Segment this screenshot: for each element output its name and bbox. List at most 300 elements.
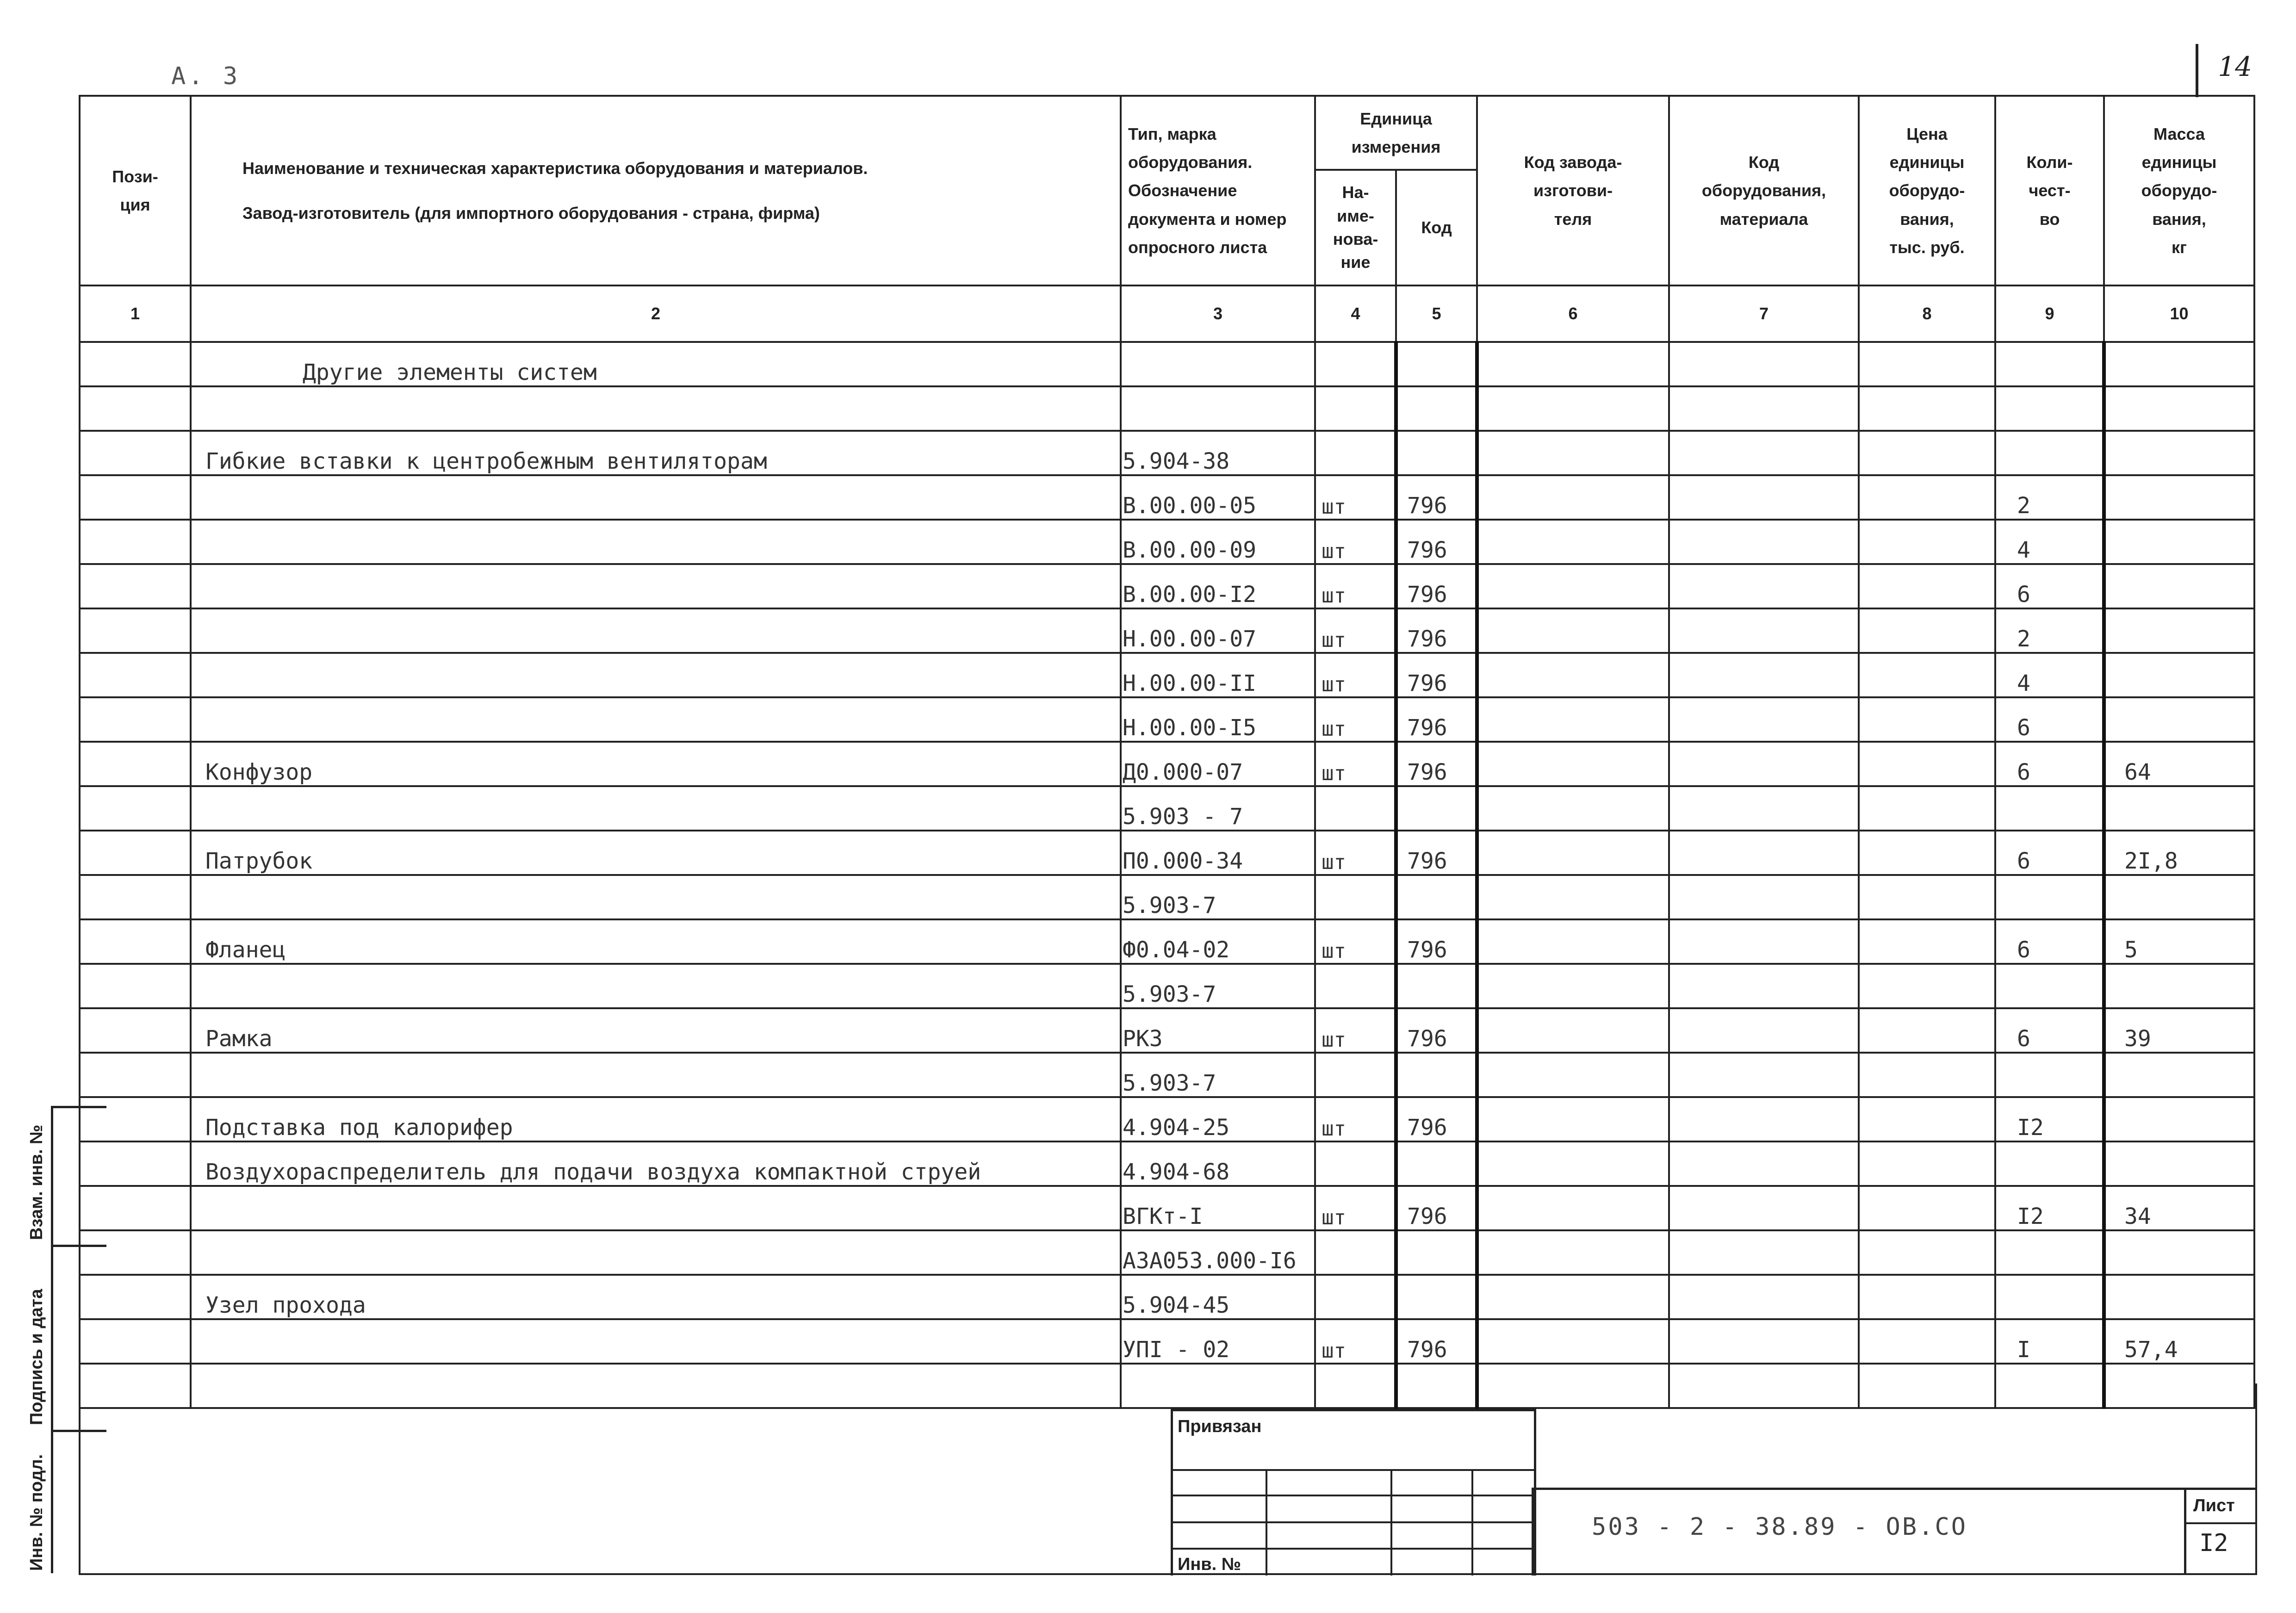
row-type-mark: УПI - 02 <box>1121 1319 1315 1364</box>
sheet-box <box>2184 1488 2256 1573</box>
approval-title: Привязан <box>1178 1417 1262 1436</box>
table-row <box>80 786 2254 831</box>
side-label-replace-inv: Взам. инв. № <box>27 1124 46 1240</box>
row-unit-name: шт <box>1315 831 1396 875</box>
row-unit-code <box>1396 1230 1477 1275</box>
row-type-mark: Н.00.00-II <box>1121 653 1315 697</box>
row-quantity: 6 <box>1995 1008 2104 1053</box>
row-name: Воздухораспределитель для подачи воздуха компактной струей <box>191 1142 1121 1186</box>
document-code: 503 - 2 - 38.89 - ОВ.СО <box>1592 1513 1968 1541</box>
row-equipment-code <box>1669 653 1859 697</box>
row-quantity <box>1995 1053 2104 1097</box>
row-unit-name: шт <box>1315 1008 1396 1053</box>
row-unit-name: шт <box>1315 564 1396 608</box>
row-manufacturer-code <box>1477 1053 1669 1097</box>
approval-line <box>1173 1521 1534 1523</box>
row-manufacturer-code <box>1477 831 1669 875</box>
row-position <box>80 1230 191 1275</box>
row-position <box>80 875 191 919</box>
table-row <box>80 1186 2254 1230</box>
row-position <box>80 964 191 1008</box>
header-unit-name: На- име- нова- ние <box>1315 170 1396 285</box>
row-position <box>80 1053 191 1097</box>
row-type-mark: Н.00.00-I5 <box>1121 697 1315 742</box>
row-unit-code <box>1396 1053 1477 1097</box>
row-manufacturer-code <box>1477 475 1669 520</box>
row-unit-price <box>1859 608 1995 653</box>
column-number: 9 <box>1995 285 2104 342</box>
row-unit-name: шт <box>1315 1186 1396 1230</box>
row-unit-code <box>1396 342 1477 386</box>
row-unit-code <box>1396 875 1477 919</box>
row-unit-price <box>1859 1097 1995 1142</box>
row-mass: 39 <box>2104 1008 2254 1053</box>
row-mass <box>2104 786 2254 831</box>
sheet-label: Лист <box>2193 1496 2235 1515</box>
table-row <box>80 831 2254 875</box>
row-type-mark: ВГКт-I <box>1121 1186 1315 1230</box>
row-mass <box>2104 1275 2254 1319</box>
row-quantity <box>1995 342 2104 386</box>
row-position <box>80 1275 191 1319</box>
row-name <box>191 875 1121 919</box>
table-row <box>80 475 2254 520</box>
row-unit-code: 796 <box>1396 831 1477 875</box>
row-quantity <box>1995 1275 2104 1319</box>
row-unit-name: шт <box>1315 608 1396 653</box>
header-description-line1: Наименование и техническая характеристика оборудования и материалов. <box>242 158 868 178</box>
row-mass <box>2104 564 2254 608</box>
row-mass <box>2104 697 2254 742</box>
row-quantity: 2 <box>1995 475 2104 520</box>
table-row <box>80 1008 2254 1053</box>
row-equipment-code <box>1669 475 1859 520</box>
row-unit-name: шт <box>1315 742 1396 786</box>
row-position <box>80 697 191 742</box>
row-manufacturer-code <box>1477 520 1669 564</box>
row-name <box>191 653 1121 697</box>
row-equipment-code <box>1669 875 1859 919</box>
table-row <box>80 697 2254 742</box>
row-manufacturer-code <box>1477 653 1669 697</box>
row-type-mark: 5.904-38 <box>1121 431 1315 475</box>
row-equipment-code <box>1669 697 1859 742</box>
row-mass <box>2104 608 2254 653</box>
row-quantity: 4 <box>1995 653 2104 697</box>
row-mass <box>2104 475 2254 520</box>
row-mass <box>2104 342 2254 386</box>
table-row <box>80 520 2254 564</box>
table-row <box>80 1319 2254 1364</box>
row-quantity: I <box>1995 1319 2104 1364</box>
row-position <box>80 608 191 653</box>
row-type-mark: П0.000-34 <box>1121 831 1315 875</box>
row-unit-code <box>1396 386 1477 431</box>
row-unit-price <box>1859 875 1995 919</box>
approval-line <box>1173 1548 1534 1550</box>
row-quantity: 6 <box>1995 742 2104 786</box>
row-unit-price <box>1859 431 1995 475</box>
row-quantity: 2 <box>1995 608 2104 653</box>
row-quantity: 6 <box>1995 564 2104 608</box>
row-unit-name: шт <box>1315 697 1396 742</box>
row-type-mark <box>1121 342 1315 386</box>
row-mass <box>2104 386 2254 431</box>
approval-line <box>1173 1495 1534 1496</box>
table-row <box>80 608 2254 653</box>
row-quantity: 6 <box>1995 831 2104 875</box>
row-unit-name: шт <box>1315 1097 1396 1142</box>
row-equipment-code <box>1669 1008 1859 1053</box>
row-unit-code: 796 <box>1396 919 1477 964</box>
header-position: Пози- ция <box>80 96 191 285</box>
column-number: 5 <box>1396 285 1477 342</box>
row-unit-price <box>1859 1008 1995 1053</box>
row-name <box>191 1186 1121 1230</box>
corner-mark: А. 3 <box>171 62 241 90</box>
row-unit-price <box>1859 1230 1995 1275</box>
row-type-mark: Ф0.04-02 <box>1121 919 1315 964</box>
row-unit-price <box>1859 475 1995 520</box>
row-unit-code: 796 <box>1396 608 1477 653</box>
row-equipment-code <box>1669 1186 1859 1230</box>
row-name: Гибкие вставки к центробежным вентиляторам <box>191 431 1121 475</box>
row-equipment-code <box>1669 386 1859 431</box>
row-manufacturer-code <box>1477 1097 1669 1142</box>
approval-inv-label: Инв. № <box>1178 1555 1241 1574</box>
row-mass <box>2104 653 2254 697</box>
row-unit-code: 796 <box>1396 653 1477 697</box>
row-mass <box>2104 964 2254 1008</box>
row-quantity: 4 <box>1995 520 2104 564</box>
row-name <box>191 520 1121 564</box>
row-name: Другие элементы систем <box>191 342 1121 386</box>
table-row <box>80 653 2254 697</box>
table-row <box>80 386 2254 431</box>
row-equipment-code <box>1669 1053 1859 1097</box>
row-position <box>80 342 191 386</box>
row-unit-code: 796 <box>1396 1008 1477 1053</box>
row-unit-price <box>1859 1319 1995 1364</box>
sheet-value: I2 <box>2199 1529 2228 1557</box>
row-quantity <box>1995 964 2104 1008</box>
column-number: 3 <box>1121 285 1315 342</box>
header-manufacturer-code: Код завода- изготови- теля <box>1477 96 1669 285</box>
row-type-mark: 5.903 - 7 <box>1121 786 1315 831</box>
row-type-mark: В.00.00-I2 <box>1121 564 1315 608</box>
row-unit-code <box>1396 431 1477 475</box>
row-quantity <box>1995 786 2104 831</box>
table-row <box>80 564 2254 608</box>
header-unit-mass: Масса единицы оборудо- вания, кг <box>2104 96 2254 285</box>
row-equipment-code <box>1669 608 1859 653</box>
side-stamp-divider <box>51 1106 106 1108</box>
row-name <box>191 697 1121 742</box>
row-unit-name: шт <box>1315 653 1396 697</box>
row-type-mark: 5.903-7 <box>1121 964 1315 1008</box>
row-manufacturer-code <box>1477 1275 1669 1319</box>
header-unit-group: Единица измерения <box>1315 96 1477 170</box>
row-manufacturer-code <box>1477 697 1669 742</box>
row-type-mark: 5.904-45 <box>1121 1275 1315 1319</box>
row-name <box>191 608 1121 653</box>
table-row <box>80 1097 2254 1142</box>
row-mass <box>2104 1053 2254 1097</box>
row-unit-price <box>1859 964 1995 1008</box>
row-name: Фланец <box>191 919 1121 964</box>
table-row <box>80 742 2254 786</box>
row-name: Подставка под калорифер <box>191 1097 1121 1142</box>
row-equipment-code <box>1669 1097 1859 1142</box>
row-mass: 64 <box>2104 742 2254 786</box>
row-equipment-code <box>1669 786 1859 831</box>
row-name <box>191 786 1121 831</box>
table-row <box>80 431 2254 475</box>
row-mass: 57,4 <box>2104 1319 2254 1364</box>
row-position <box>80 1008 191 1053</box>
row-equipment-code <box>1669 919 1859 964</box>
side-stamp-divider <box>51 1245 106 1247</box>
row-equipment-code <box>1669 564 1859 608</box>
header-type-mark: Тип, марка оборудования. Обозначение документа и номер опросного листа <box>1121 96 1315 285</box>
row-unit-code: 796 <box>1396 1319 1477 1364</box>
row-position <box>80 653 191 697</box>
row-manufacturer-code <box>1477 342 1669 386</box>
row-position <box>80 919 191 964</box>
row-unit-name <box>1315 875 1396 919</box>
row-type-mark: В.00.00-09 <box>1121 520 1315 564</box>
side-label-signature-date: Подпись и дата <box>27 1289 46 1425</box>
table-row <box>80 1230 2254 1275</box>
row-position <box>80 431 191 475</box>
row-equipment-code <box>1669 520 1859 564</box>
row-equipment-code <box>1669 1275 1859 1319</box>
row-type-mark: В.00.00-05 <box>1121 475 1315 520</box>
row-unit-name: шт <box>1315 520 1396 564</box>
row-unit-code: 796 <box>1396 697 1477 742</box>
row-position <box>80 786 191 831</box>
row-unit-price <box>1859 697 1995 742</box>
row-mass <box>2104 1142 2254 1186</box>
row-manufacturer-code <box>1477 1319 1669 1364</box>
row-name: Узел прохода <box>191 1275 1121 1319</box>
row-type-mark: 5.903-7 <box>1121 1053 1315 1097</box>
table-row <box>80 342 2254 386</box>
row-position <box>80 475 191 520</box>
row-quantity: I2 <box>1995 1097 2104 1142</box>
row-unit-price <box>1859 564 1995 608</box>
row-mass: 5 <box>2104 919 2254 964</box>
row-unit-price <box>1859 1275 1995 1319</box>
row-type-mark: Д0.000-07 <box>1121 742 1315 786</box>
row-unit-name: шт <box>1315 475 1396 520</box>
header-description-line2: Завод-изготовитель (для импортного оборудования - страна, фирма) <box>242 204 820 223</box>
row-name <box>191 964 1121 1008</box>
row-name <box>191 386 1121 431</box>
approval-vline <box>1390 1469 1392 1576</box>
header-unit-code: Код <box>1396 170 1477 285</box>
row-unit-price <box>1859 919 1995 964</box>
row-unit-code: 796 <box>1396 1097 1477 1142</box>
row-unit-name <box>1315 1230 1396 1275</box>
row-manufacturer-code <box>1477 964 1669 1008</box>
row-unit-price <box>1859 1053 1995 1097</box>
row-unit-price <box>1859 653 1995 697</box>
row-type-mark: 5.903-7 <box>1121 875 1315 919</box>
row-manufacturer-code <box>1477 608 1669 653</box>
header-unit-price: Цена единицы оборудо- вания, тыс. руб. <box>1859 96 1995 285</box>
row-mass: 34 <box>2104 1186 2254 1230</box>
table-row <box>80 1142 2254 1186</box>
row-unit-code <box>1396 786 1477 831</box>
row-equipment-code <box>1669 742 1859 786</box>
table-row <box>80 875 2254 919</box>
row-unit-code: 796 <box>1396 1186 1477 1230</box>
row-position <box>80 1097 191 1142</box>
row-type-mark: 4.904-68 <box>1121 1142 1315 1186</box>
row-manufacturer-code <box>1477 1008 1669 1053</box>
row-quantity <box>1995 386 2104 431</box>
row-mass <box>2104 1230 2254 1275</box>
row-position <box>80 564 191 608</box>
row-unit-name <box>1315 786 1396 831</box>
row-quantity: 6 <box>1995 919 2104 964</box>
row-unit-price <box>1859 1186 1995 1230</box>
row-position <box>80 1319 191 1364</box>
row-position <box>80 1186 191 1230</box>
row-manufacturer-code <box>1477 431 1669 475</box>
row-unit-price <box>1859 386 1995 431</box>
column-number: 7 <box>1669 285 1859 342</box>
row-name: Конфузор <box>191 742 1121 786</box>
row-unit-price <box>1859 831 1995 875</box>
row-unit-name <box>1315 1142 1396 1186</box>
approval-stamp <box>1171 1409 1536 1576</box>
row-type-mark: РКЗ <box>1121 1008 1315 1053</box>
row-unit-price <box>1859 342 1995 386</box>
row-equipment-code <box>1669 342 1859 386</box>
column-number: 2 <box>191 285 1121 342</box>
approval-vline <box>1471 1469 1473 1576</box>
approval-vline <box>1266 1469 1267 1576</box>
row-equipment-code <box>1669 431 1859 475</box>
row-type-mark: Н.00.00-07 <box>1121 608 1315 653</box>
row-unit-name: шт <box>1315 1319 1396 1364</box>
row-mass <box>2104 431 2254 475</box>
row-mass <box>2104 520 2254 564</box>
table-row <box>80 964 2254 1008</box>
row-name <box>191 475 1121 520</box>
handwritten-sheet-number: 14 <box>2218 51 2252 82</box>
row-name <box>191 1319 1121 1364</box>
header-description <box>191 96 1121 285</box>
row-manufacturer-code <box>1477 1142 1669 1186</box>
row-unit-code <box>1396 964 1477 1008</box>
row-position <box>80 1142 191 1186</box>
row-unit-name <box>1315 386 1396 431</box>
row-manufacturer-code <box>1477 742 1669 786</box>
column-number: 10 <box>2104 285 2254 342</box>
row-unit-price <box>1859 1142 1995 1186</box>
table-row <box>80 1053 2254 1097</box>
row-manufacturer-code <box>1477 1230 1669 1275</box>
row-type-mark <box>1121 386 1315 431</box>
row-unit-code <box>1396 1275 1477 1319</box>
row-equipment-code <box>1669 1142 1859 1186</box>
approval-line <box>1173 1469 1534 1471</box>
row-unit-price <box>1859 520 1995 564</box>
row-equipment-code <box>1669 831 1859 875</box>
row-equipment-code <box>1669 1319 1859 1364</box>
row-position <box>80 831 191 875</box>
row-type-mark: АЗА053.000-I6 <box>1121 1230 1315 1275</box>
row-mass: 2I,8 <box>2104 831 2254 875</box>
row-unit-name <box>1315 1275 1396 1319</box>
row-unit-code: 796 <box>1396 742 1477 786</box>
row-name <box>191 1230 1121 1275</box>
row-quantity: 6 <box>1995 697 2104 742</box>
table-row <box>80 1275 2254 1319</box>
row-unit-name <box>1315 342 1396 386</box>
row-type-mark: 4.904-25 <box>1121 1097 1315 1142</box>
row-quantity <box>1995 1230 2104 1275</box>
sheet-separator <box>2186 1522 2256 1524</box>
row-unit-price <box>1859 742 1995 786</box>
specification-body <box>80 342 2254 1408</box>
row-unit-name <box>1315 431 1396 475</box>
row-unit-price <box>1859 786 1995 831</box>
row-manufacturer-code <box>1477 386 1669 431</box>
row-name <box>191 564 1121 608</box>
row-name <box>191 1053 1121 1097</box>
row-quantity <box>1995 431 2104 475</box>
side-stamp-line <box>51 1106 53 1573</box>
row-manufacturer-code <box>1477 875 1669 919</box>
column-number: 1 <box>80 285 191 342</box>
header-row-1 <box>80 96 2254 170</box>
column-number-row <box>80 285 2254 342</box>
row-position <box>80 742 191 786</box>
column-number: 8 <box>1859 285 1995 342</box>
row-unit-name <box>1315 964 1396 1008</box>
row-quantity: I2 <box>1995 1186 2104 1230</box>
row-mass <box>2104 1097 2254 1142</box>
header-equipment-code: Код оборудования, материала <box>1669 96 1859 285</box>
row-manufacturer-code <box>1477 564 1669 608</box>
row-unit-code <box>1396 1142 1477 1186</box>
row-name: Рамка <box>191 1008 1121 1053</box>
row-position <box>80 520 191 564</box>
column-number: 4 <box>1315 285 1396 342</box>
table-row <box>80 919 2254 964</box>
row-manufacturer-code <box>1477 786 1669 831</box>
side-label-original-inv: Инв. № подл. <box>27 1454 46 1571</box>
column-number: 6 <box>1477 285 1669 342</box>
specification-table <box>79 95 2255 1409</box>
row-mass <box>2104 875 2254 919</box>
row-quantity <box>1995 1142 2104 1186</box>
row-equipment-code <box>1669 1230 1859 1275</box>
row-unit-code: 796 <box>1396 520 1477 564</box>
row-quantity <box>1995 875 2104 919</box>
row-equipment-code <box>1669 964 1859 1008</box>
row-manufacturer-code <box>1477 1186 1669 1230</box>
row-unit-name: шт <box>1315 919 1396 964</box>
header-quantity: Коли- чест- во <box>1995 96 2104 285</box>
row-manufacturer-code <box>1477 919 1669 964</box>
row-name: Патрубок <box>191 831 1121 875</box>
row-position <box>80 386 191 431</box>
